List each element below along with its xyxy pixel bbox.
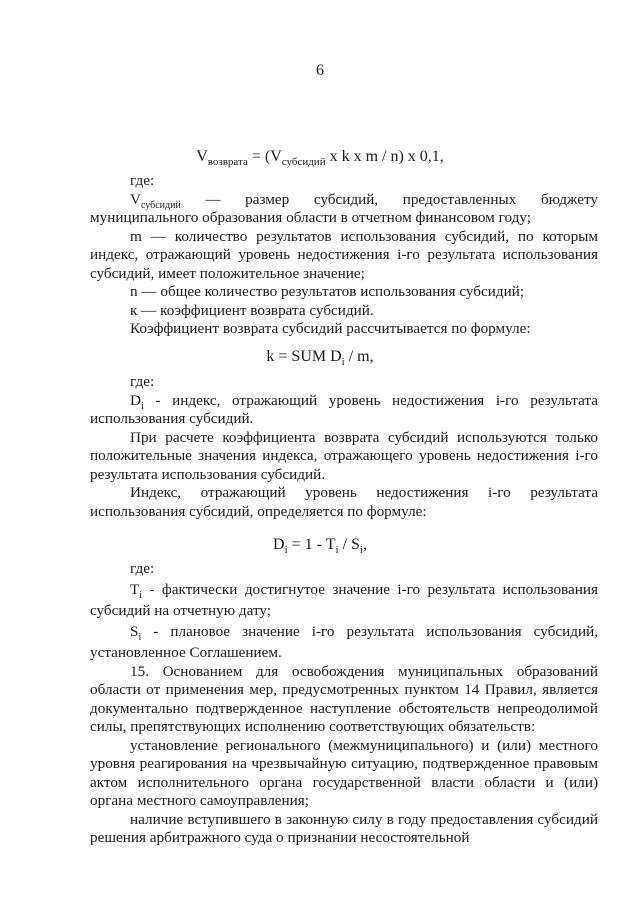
formula-di [0, 536, 640, 554]
symbol-subscript: субсидий [140, 199, 181, 211]
formula-k [0, 348, 640, 366]
definition-v-subsidiy [90, 191, 598, 228]
symbol: V [130, 190, 141, 208]
formula-part: = 1 - T [287, 536, 336, 553]
paragraph-15: 15. Основанием для освобождения муниципальных образований области от применения мер, предусмотренных пунктом 14 Правил, является документально подтвержденное наступление обстоятельств непреодолимой силы, препятствующих исполнению соответствующих обязательств: [90, 662, 598, 735]
formula-symbol: D [273, 536, 285, 553]
symbol-subscript: i [139, 589, 143, 601]
formula-subscript: возврата [207, 156, 248, 168]
paragraph-emergency-response: установление регионального (межмуниципального) и (или) местного уровня реагирования на чрезвычайную ситуацию, подтвержденное правовым актом исполнительного органа государственной власти области и (или) органа местного самоуправления; [90, 736, 598, 809]
paragraph-index-formula-intro: Индекс, отражающий уровень недостижения i-го результата использования субсидий, определяется по формуле: [90, 484, 598, 520]
formula-subscript: субсидий [281, 156, 326, 168]
text-block-2 [90, 373, 598, 521]
formula-subscript: i [335, 544, 339, 556]
paragraph-positive-values: При расчете коэффициента возврата субсидий используются только положительные значения индекса, отражающего уровень недостижения i-го результата использования субсидий. [90, 428, 598, 483]
definition-text: - индекс, отражающий уровень недостижения i-го результата использования субсидий. [90, 391, 598, 427]
definition-m: m — количество результатов использования субсидий, по которым индекс, отражающий уровень недостижения i-го результата использования субсидий, имеет положительное значение; [90, 227, 598, 282]
text-block-3 [90, 560, 598, 848]
definition-text: - фактически достигнутое значение i-го результата использования субсидий на отчетную дату; [90, 580, 598, 619]
formula-part: / S [338, 536, 360, 553]
symbol-subscript: i [140, 400, 144, 412]
symbol-subscript: i [138, 631, 142, 643]
definition-k: к — коэффициент возврата субсидий. [130, 301, 374, 319]
formula-subscript: i [284, 544, 288, 556]
symbol: D [130, 391, 141, 409]
definition-text: - плановое значение i-го результата использования субсидий, установленное Соглашением. [90, 622, 598, 661]
formula-part: x k x m / n) x 0,1, [325, 148, 444, 165]
k-formula-intro: Коэффициент возврата субсидий рассчитывается по формуле: [130, 320, 531, 337]
where-label: где: [130, 373, 155, 390]
text-block-1 [90, 172, 598, 339]
formula-symbol: V [196, 148, 208, 165]
symbol: T [130, 580, 140, 598]
paragraph-arbitration-decision: наличие вступившего в законную силу в году предоставления субсидий решения арбитражного суда о признании несостоятельной [90, 810, 598, 846]
formula-subscript: i [341, 356, 345, 368]
symbol: S [130, 622, 139, 640]
formula-v-vozvrata [0, 148, 640, 166]
definition-si [90, 621, 598, 663]
definition-di [90, 392, 598, 429]
where-label: где: [130, 172, 155, 189]
formula-part: , [362, 536, 367, 553]
where-label: где: [130, 560, 155, 577]
formula-part: / m, [344, 348, 374, 365]
formula-part: = (V [247, 148, 282, 165]
definition-n: n — общее количество результатов использования субсидий; [130, 283, 525, 300]
definition-ti [90, 579, 598, 621]
formula-subscript: i [359, 544, 363, 556]
definition-text: — размер субсидий, предоставленных бюджету муниципального образования области в отчетном финансовом году; [90, 190, 598, 226]
formula-part: k = SUM D [266, 348, 342, 365]
page-number: 6 [316, 62, 324, 79]
